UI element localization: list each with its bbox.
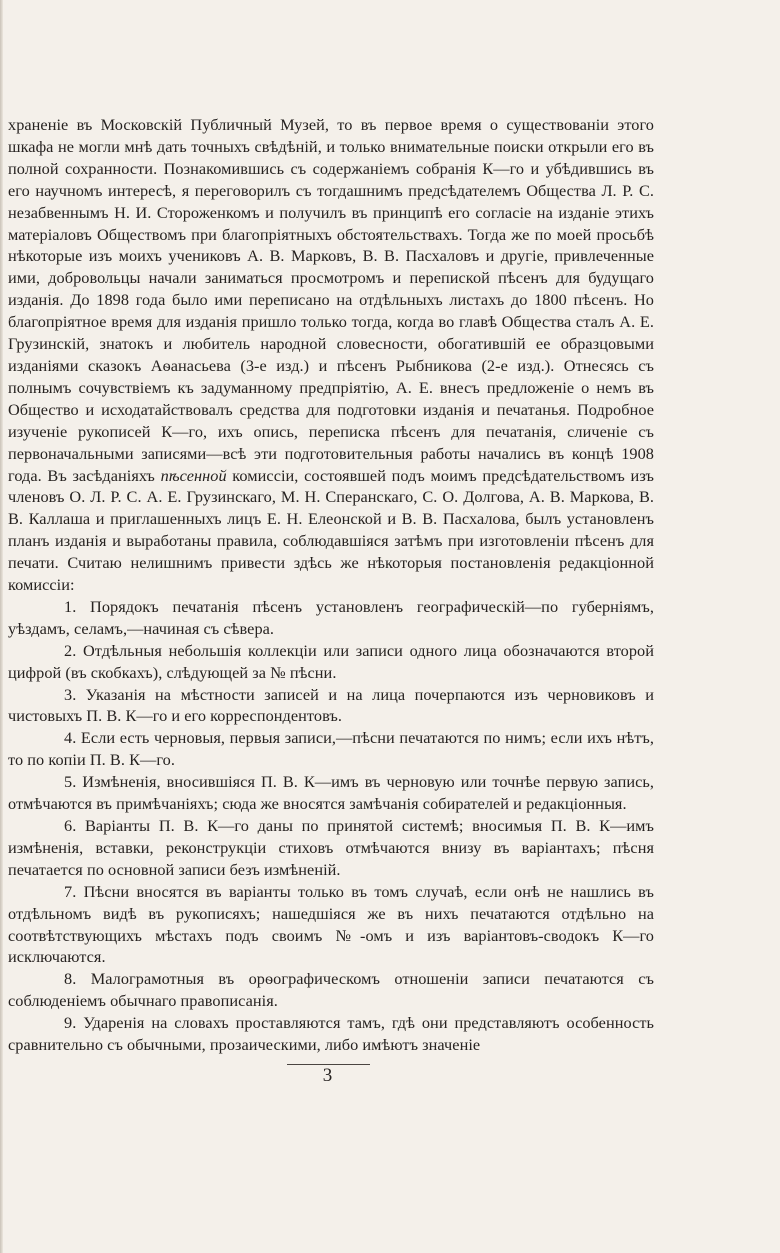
emphasized-word: пѣсенной: [160, 465, 227, 485]
rule-3: 3. Указанія на мѣстности записей и на лица почерпаются изъ черновиковъ и чистовыхъ П. В. К—го и его корреспондентовъ.: [8, 684, 654, 726]
rule-5: 5. Измѣненія, вносившіяся П. В. К—имъ въ черновую или точнѣе первую запись, отмѣчаются въ примѣчаніяхъ; сюда же вносятся замѣчанія собирателей и редакціонныя.: [8, 772, 654, 814]
rule-4: 4. Если есть черновыя, первыя записи,—пѣсни печатаются по нимъ; если ихъ нѣтъ, то по копіи П. В. К—го.: [8, 728, 654, 770]
document-body: [8, 114, 654, 1056]
rule-2: 2. Отдѣльныя небольшія коллекціи или записи одного лица обозначаются второй цифрой (въ скобкахъ), слѣдующей за № пѣсни.: [8, 640, 654, 682]
rule-7: 7. Пѣсни вносятся въ варіанты только въ томъ случаѣ, если онѣ не нашлись въ отдѣльномъ видѣ въ рукописяхъ; нашедшіяся же въ нихъ печатаются отдѣльно на соотвѣтствующихъ мѣстахъ подъ своимъ №-омъ и изъ варіантовъ-сводокъ К—го исключаются.: [8, 881, 654, 967]
rule-1: 1. Порядокъ печатанія пѣсенъ установленъ географическій—по губерніямъ, уѣздамъ, селамъ,—начиная съ сѣвера.: [8, 596, 654, 638]
page-number: 3: [322, 1065, 333, 1086]
paragraph-intro-text-after: комиссіи, состоявшей подъ моимъ предсѣдательствомъ изъ членовъ О. Л. Р. С. А. Е. Грузинскаго, М. Н. Сперанскаго, С. О. Долгова, А. В. Маркова, В. В. Каллаша и приглашенныхъ лицъ Е. Н. Елеонской и В. В. Пасхалова, былъ установленъ планъ изданія и выработаны правила, соблюдавшіяся затѣмъ при изготовленіи пѣсенъ для печати. Считаю нелишнимъ привести здѣсь же нѣкоторыя постановленія редакціонной комиссіи:: [8, 465, 654, 595]
rule-8: 8. Малограмотныя въ орѳографическомъ отношеніи записи печатаются съ соблюденіемъ обычнаго правописанія.: [8, 969, 654, 1011]
paragraph-intro: [8, 114, 654, 596]
rule-6: 6. Варіанты П. В. К—го даны по принятой системѣ; вносимыя П. В. К—имъ измѣненія, вставки, реконструкціи стиховъ отмѣчаются внизу въ варіантахъ; пѣсня печатается по основной записи безъ измѣненій.: [8, 816, 654, 879]
paragraph-intro-text-before: храненіе въ Московскій Публичный Музей, то въ первое время о существованіи этого шкафа не могли мнѣ дать точныхъ свѣдѣній, и только внимательные поиски открыли его въ полной сохранности. Познакомившись съ содержаніемъ собранія К—го и убѣдившись въ его научномъ интересѣ, я переговорилъ съ тогдашнимъ предсѣдателемъ Общества Л. Р. С. незабвеннымъ Н. И. Стороженкомъ и получилъ въ принципѣ его согласіе на изданіе этихъ матеріаловъ Обществомъ при благопріятныхъ обстоятельствахъ. Тогда же по моей просьбѣ нѣкоторые изъ моихъ учениковъ А. В. Марковъ, В. В. Пасхаловъ и другіе, привлеченные ими, добровольцы начали заниматься просмотромъ и перепиской пѣсенъ для будущаго изданія. До 1898 года было ими переписано на отдѣльныхъ листахъ до 1800 пѣсенъ. Но благопріятное время для изданія пришло только тогда, когда во главѣ Общества сталъ А. Е. Грузинскій, знатокъ и любитель народной словесности, обогатившій ее образцовыми изданіями сказокъ Аѳанасьева (3-е изд.) и пѣсенъ Рыбникова (2-е изд.). Отнесясь съ полнымъ сочувствіемъ къ задуманному предпріятію, А. Е. внесъ предложеніе о немъ въ Общество и исходатайствовалъ средства для подготовки изданія и печатанья. Подробное изученіе рукописей К—го, ихъ опись, переписка пѣсенъ для печатанія, сличеніе съ первоначальными записями—всѣ эти подготовительныя работы начались въ концѣ 1908 года. Въ засѣданіяхъ: [8, 115, 654, 485]
rule-9: 9. Ударенія на словахъ проставляются тамъ, гдѣ они представляютъ особенность сравнительно съ обычными, прозаическими, либо имѣютъ значеніе: [8, 1013, 654, 1055]
